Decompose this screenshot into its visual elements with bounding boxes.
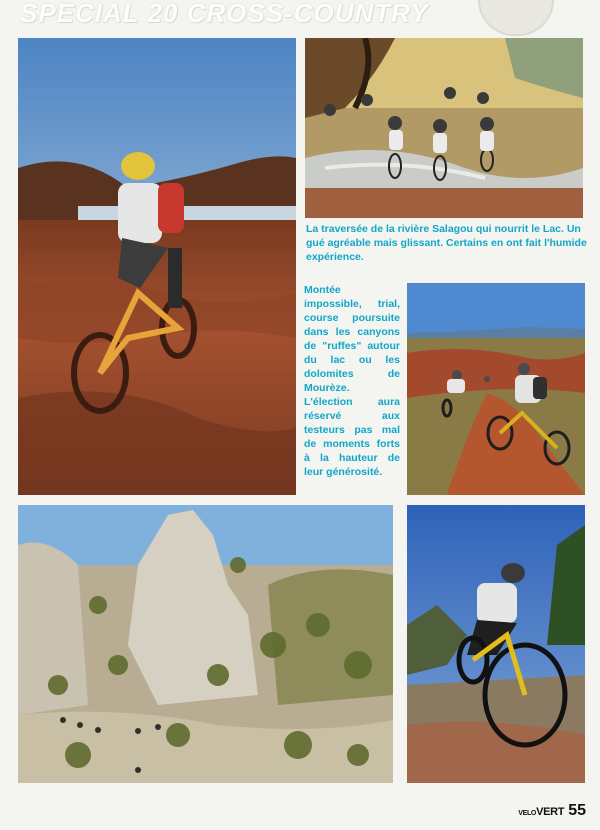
page-headline: SPECIAL 20 CROSS-COUNTRY (20, 0, 429, 26)
brand-prefix: VELO (518, 810, 537, 817)
page-footer (518, 802, 586, 820)
canyons-caption: Montée impossible, trial, course poursuite dans les canyons de "ruffes" autour du lac ou les dolomites de Mourèze. L'élection aura réservé aux testeurs pas mal de moments forts à la hauteur de leur générosité. (304, 284, 400, 478)
dolomites-photo (18, 505, 393, 783)
jump-rider-photo (407, 505, 585, 783)
rider-lake-photo (18, 38, 296, 495)
magazine-brand (518, 806, 564, 818)
page-number: 55 (568, 802, 586, 819)
brand-name: VERT (536, 806, 565, 818)
red-trail-photo (407, 283, 585, 495)
river-crossing-photo (305, 38, 583, 218)
river-caption: La traversée de la rivière Salagou qui nourrit le Lac. Un gué agréable mais glissant. Certains en ont fait l'humide expérience. (306, 223, 587, 263)
section-emblem (478, 0, 554, 36)
